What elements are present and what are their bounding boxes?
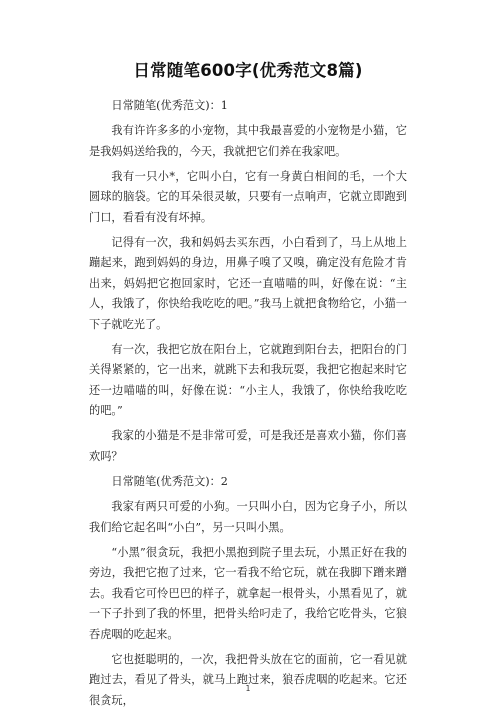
paragraph: 我家有两只可爱的小狗。一只叫小白，因为它身子小，所以我们给它起名叫“小白”，另一只叫小黑。 [89, 500, 407, 534]
page-number: 1 [245, 684, 251, 693]
paragraph: 记得有一次，我和妈妈去买东西，小白看到了，马上从地上蹦起来，跑到妈妈的身边，用鼻子嗅了又嗅，确定没有危险才肯出来，妈妈把它抱回家时，它还一直喵喵的叫，好像在说：“主人，我饿了，你快给我吃吃的吧。”我马上就把食物给它，小猫一下子就吃光了。 [89, 235, 407, 331]
paragraph: “小黑”很贪玩，我把小黑抱到院子里去玩，小黑正好在我的旁边，我把它抱了过来，它一看我不给它玩，就在我脚下蹭来蹭去。我看它可怜巴巴的样子，就拿起一根骨头，小黑看见了，就一下子扑到了我的怀里，把骨头给叼走了，我给它吃骨头，它狼吞虎咽的吃起来。 [89, 545, 407, 641]
section-heading: 日常随笔(优秀范文)：2 [111, 475, 228, 489]
paragraph: 我家的小猫是不是非常可爱，可是我还是喜欢小猫，你们喜欢吗？ [89, 429, 407, 463]
section-heading: 日常随笔(优秀范文)：1 [111, 99, 228, 112]
document-body [89, 96, 407, 716]
paragraph: 它也挺聪明的，一次，我把骨头放在它的面前，它一看见就跑过去，看见了骨头，就马上跑过来，狼吞虎咽的吃起来。它还很贪玩， [89, 652, 407, 707]
document-title: 日常随笔600字(优秀范文8篇) [133, 61, 363, 80]
paragraph: 我有一只小*，它叫小白，它有一身黄白相间的毛，一个大圆球的脑袋。它的耳朵很灵敏，只要有一点响声，它就立即跑到门口，看看有没有坏掉。 [89, 169, 407, 224]
paragraph: 我有许许多多的小宠物，其中我最喜爱的小宠物是小猫，它是我妈妈送给我的，今天，我就把它们养在我家吧。 [89, 124, 407, 158]
paragraph: 有一次，我把它放在阳台上，它就跑到阳台去，把阳台的门关得紧紧的，它一出来，就跳下去和我玩耍，我把它抱起来时它还一边喵喵的叫，好像在说：“小主人，我饿了，你快给我吃吃的吧。” [89, 342, 407, 418]
